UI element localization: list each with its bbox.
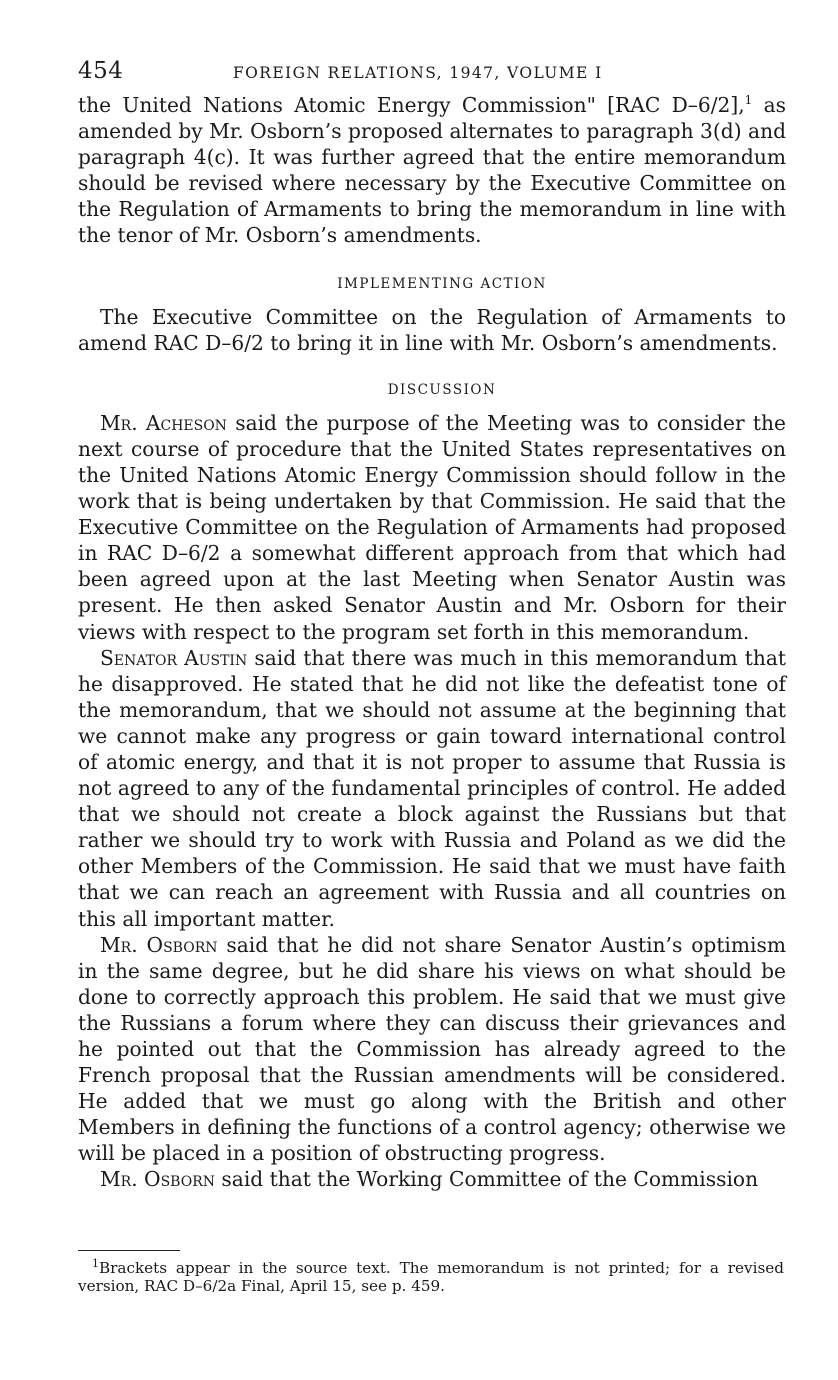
- running-head: [78, 58, 786, 92]
- paragraph-text: said that the Working Committee of the Commission: [215, 1167, 759, 1192]
- discussion-paragraph-osborn: [78, 932, 786, 1167]
- document-page: [78, 58, 786, 1193]
- discussion-heading: DISCUSSION: [387, 381, 497, 398]
- footnote-reference[interactable]: 1: [744, 93, 753, 107]
- speaker-name: Mr. Osborn: [100, 1167, 216, 1192]
- implementing-action-text: The Executive Committee on the Regulation of Armaments to amend RAC D–6/2 to bring it in line with Mr. Osborn’s amendments.: [78, 304, 786, 355]
- speaker-name: Mr. Osborn: [100, 932, 218, 957]
- discussion-paragraph-austin: [78, 645, 786, 932]
- paragraph-text: said that he did not share Senator Austin’s optimism in the same degree, but he did share his views on what should be done to correctly approach this problem. He said that we must give the Russians a forum where they can discuss their grievances and he pointed out that the Commission has already agreed to the French proposal that the Russian amendments will be considered. He added that we must go along with the British and other Members in defining the functions of a control agency; otherwise we will be placed in a position of obstructing progress.: [78, 932, 786, 1166]
- implementing-action-heading: IMPLEMENTING ACTION: [337, 275, 547, 292]
- opening-paragraph-part1: the United Nations Atomic Energy Commission" [RAC D–6/2],: [78, 93, 745, 117]
- paragraph-text: said the purpose of the Meeting was to consider the next course of procedure that the United States representatives on the United Nations Atomic Energy Commission should follow in the work that is being undertaken by that Commission. He said that the Executive Committee on the Regulation of Armaments had proposed in RAC D–6/2 a somewhat different approach from that which had been agreed upon at the last Meeting when Senator Austin was present. He then asked Senator Austin and Mr. Osborn for their views with respect to the program set forth in this memorandum.: [78, 410, 786, 644]
- opening-paragraph: [78, 92, 786, 249]
- footnote: [78, 1259, 784, 1295]
- footnote-text: Brackets appear in the source text. The memorandum is not printed; for a revised version, RAC D–6/2a Final, April 15, see p. 459.: [78, 1259, 784, 1295]
- discussion-paragraph-acheson: [78, 410, 786, 645]
- discussion-paragraph-osborn-continued: [78, 1166, 786, 1192]
- paragraph-text: said that there was much in this memorandum that he disapproved. He stated that he did not like the defeatist tone of the memorandum, that we should not assume at the beginning that we cannot make any progress or gain toward international control of atomic energy, and that it is not proper to assume that Russia is not agreed to any of the fundamental principles of control. He added that we should not create a block against the Russians but that rather we should try to work with Russia and Poland as we did the other Members of the Commission. He said that we must have faith that we can reach an agreement with Russia and all countries on this all important matter.: [78, 645, 786, 931]
- speaker-name: Senator Austin: [100, 645, 248, 670]
- footnote-marker: 1: [92, 1257, 99, 1270]
- running-title: FOREIGN RELATIONS, 1947, VOLUME I: [233, 64, 603, 82]
- speaker-name: Mr. Acheson: [100, 410, 227, 435]
- footnote-body: [78, 1259, 784, 1295]
- page-number: 454: [78, 58, 124, 84]
- footnote-divider: [78, 1250, 180, 1251]
- opening-paragraph-part2: as amended by Mr. Osborn’s proposed alternates to paragraph 3(d) and paragraph 4(c). It was further agreed that the entire memorandum should be revised where necessary by the Executive Committee on the Regulation of Armaments to bring the memorandum in line with the tenor of Mr. Osborn’s amendments.: [78, 93, 786, 248]
